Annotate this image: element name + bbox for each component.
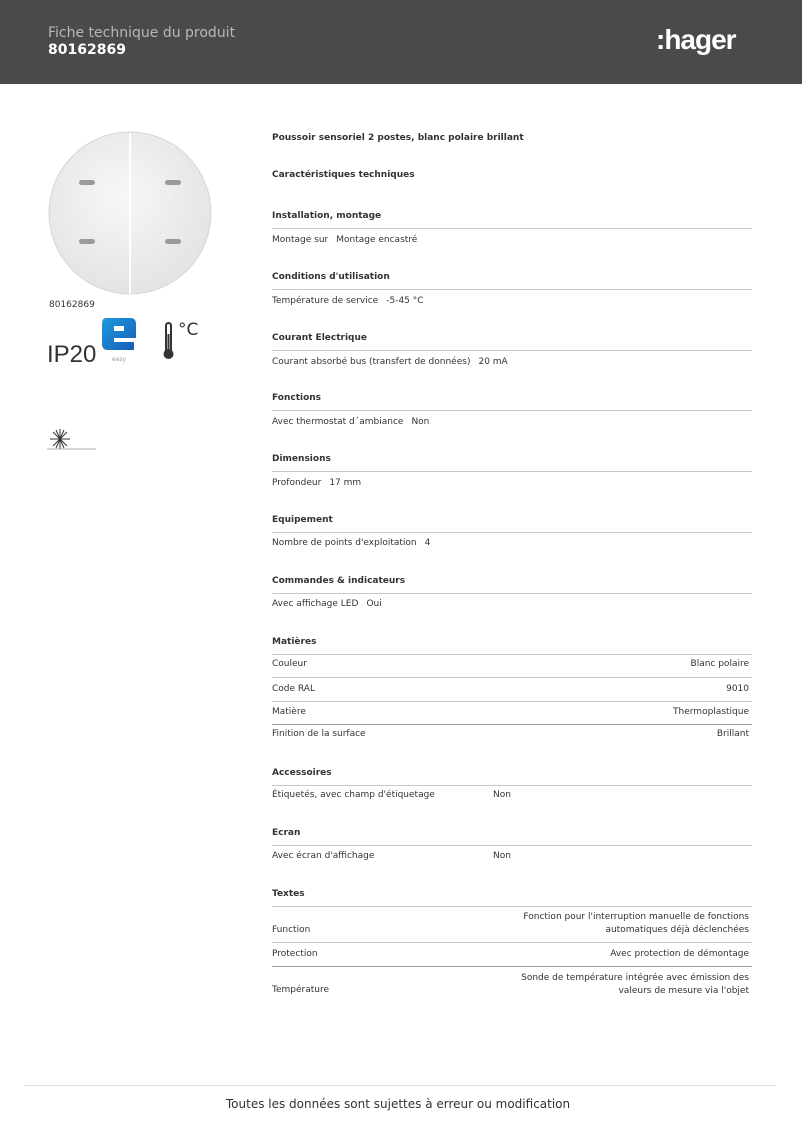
spec-line-dimensions: [272, 478, 361, 488]
spec-label: Nombre de points d'exploitation: [272, 538, 417, 548]
spec-value: 17 mm: [329, 478, 362, 488]
row-divider: [272, 701, 752, 702]
spec-value: 4: [424, 538, 431, 548]
row-value-wrap: [521, 972, 749, 998]
hager-logo: :hager: [656, 24, 736, 55]
row-divider: [272, 724, 752, 725]
section-matieres-heading: Matières: [272, 637, 752, 655]
spec-line-conditions: [272, 296, 424, 306]
row-divider: [272, 966, 752, 967]
spec-label: Avec écran d'affichage: [272, 851, 375, 861]
section-dimensions-heading: Dimensions: [272, 454, 752, 472]
row-value: Brillant: [716, 729, 749, 739]
row-label: Couleur: [272, 659, 307, 669]
specs-title: Caractéristiques techniques: [272, 170, 415, 180]
spec-label: Courant absorbé bus (transfert de données): [272, 357, 471, 367]
row-label: Matière: [272, 707, 306, 717]
footer-disclaimer: Toutes les données sont sujettes à erreur ou modification: [225, 1097, 571, 1111]
row-value: Thermoplastique: [673, 707, 749, 717]
row-label: Function: [272, 925, 311, 935]
row-value-line: Fonction pour l'interruption manuelle de fonctions: [523, 912, 749, 922]
section-fonctions-heading: Fonctions: [272, 393, 752, 411]
row-label: Finition de la surface: [272, 729, 366, 739]
spec-value: Non: [493, 790, 511, 800]
celsius-label: °C: [178, 320, 199, 340]
row-value: Blanc polaire: [690, 659, 749, 669]
row-value: Avec protection de démontage: [610, 949, 749, 959]
section-equipement-heading: Equipement: [272, 515, 752, 533]
section-installation-heading: Installation, montage: [272, 211, 752, 229]
spec-line-fonctions: [272, 417, 429, 427]
table-row: [272, 972, 752, 1002]
spec-value: Montage encastré: [336, 235, 418, 245]
thermometer-icon: [160, 320, 176, 362]
spec-value: 20 mA: [478, 357, 508, 367]
easy-e-icon: [100, 314, 138, 354]
section-ecran-heading: Ecran: [272, 828, 752, 846]
row-value-line: Sonde de température intégrée avec émission des: [521, 973, 749, 983]
spec-value: Oui: [366, 599, 382, 609]
row-divider: [272, 942, 752, 943]
header-subtitle: Fiche technique du produit: [48, 25, 236, 41]
section-courant-heading: Courant Electrique: [272, 333, 752, 351]
spec-label: Profondeur: [272, 478, 322, 488]
product-title: Poussoir sensoriel 2 postes, blanc polaire brillant: [272, 133, 524, 143]
footer-divider: [24, 1085, 776, 1086]
row-value-wrap: [523, 911, 749, 937]
row-value-line: automatiques déjà déclenchées: [605, 925, 749, 935]
spec-line-commandes: [272, 599, 382, 609]
row-value-line: valeurs de mesure via l'objet: [618, 986, 749, 996]
spec-value: Non: [411, 417, 430, 427]
product-id-label: 80162869: [49, 300, 95, 310]
section-commandes-heading: Commandes & indicateurs: [272, 576, 752, 594]
section-accessoires-heading: Accessoires: [272, 768, 752, 786]
spec-value: -5-45 °C: [386, 296, 424, 306]
spec-value: Non: [493, 851, 511, 861]
spec-line-equipement: [272, 538, 430, 548]
row-value: 9010: [726, 684, 749, 694]
easy-label: easy: [112, 356, 127, 363]
spec-label: Avec affichage LED: [272, 599, 359, 609]
spec-label: Étiquetés, avec champ d'étiquetage: [272, 790, 435, 800]
product-image: [47, 131, 213, 297]
row-label: Protection: [272, 949, 318, 959]
row-label: Code RAL: [272, 684, 315, 694]
spec-line-courant: [272, 357, 508, 367]
sunburst-icon: [47, 428, 97, 452]
header-product-id: 80162869: [48, 42, 126, 58]
row-label: Température: [272, 985, 330, 995]
spec-line-installation: [272, 235, 417, 245]
spec-label: Température de service: [272, 296, 379, 306]
row-divider: [272, 677, 752, 678]
table-row: [272, 911, 752, 941]
section-textes-heading: Textes: [272, 889, 752, 907]
spec-label: Avec thermostat d´ambiance: [272, 417, 404, 427]
spec-label: Montage sur: [272, 235, 329, 245]
page-header: [0, 0, 802, 84]
ip-rating: IP20: [47, 341, 97, 368]
section-conditions-heading: Conditions d'utilisation: [272, 272, 752, 290]
